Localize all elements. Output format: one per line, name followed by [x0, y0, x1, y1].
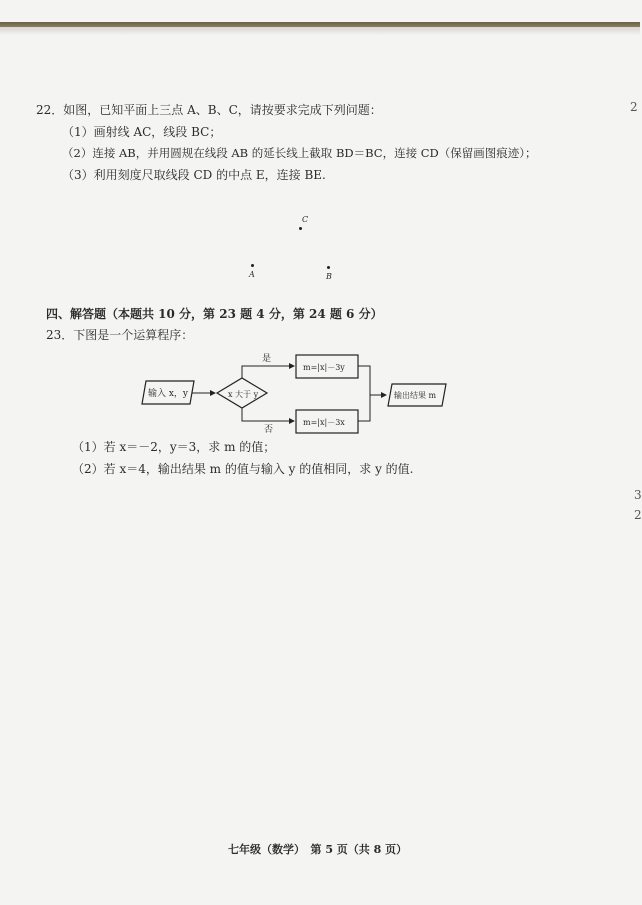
flow-yes-label: 是 [262, 354, 272, 364]
flow-arrow-no [242, 408, 294, 421]
q22-part1: （1）画射线 AC，线段 BC； [62, 125, 222, 139]
flow-no-label: 否 [264, 425, 274, 435]
q22-part2: （2）连接 AB，并用圆规在线段 AB 的延长线上截取 BD＝BC，连接 CD（保留画图痕迹）； [62, 146, 537, 160]
page-footer: 七年级（数学） 第 5 页（共 8 页） [228, 843, 408, 856]
q22-stem: 22．如图，已知平面上三点 A、B、C，请按要求完成下列问题： [36, 103, 382, 117]
q23-stem: 23．下图是一个运算程序： [46, 328, 194, 342]
q23-part1: （1）若 x＝－2，y＝3，求 m 的值； [72, 440, 276, 454]
flow-merge-line [358, 366, 370, 421]
flow-output-label: 输出结果 m [394, 391, 437, 400]
point-b-label: B [326, 272, 332, 281]
edge-mark-mid-right-1: 3 [634, 488, 642, 502]
flow-box-no-label: m=|x|－3x [303, 418, 345, 427]
flow-input-label: 输入 x，y [148, 389, 189, 399]
point-c-label: C [302, 215, 309, 224]
q22-part3: （3）利用刻度尺取线段 CD 的中点 E，连接 BE. [62, 168, 326, 182]
point-a-label: A [249, 270, 255, 279]
flow-box-yes-label: m=|x|－3y [303, 363, 345, 372]
section-4-heading: 四、解答题（本题共 10 分，第 23 题 4 分，第 24 题 6 分） [46, 307, 383, 321]
edge-mark-mid-right-2: 2 [634, 508, 642, 522]
edge-mark-top-right: 2 [630, 100, 638, 114]
q23-part2: （2）若 x＝4，输出结果 m 的值与输入 y 的值相同，求 y 的值. [72, 462, 414, 476]
flow-arrow-yes [242, 366, 294, 378]
flow-decision-label: x 大于 y [228, 390, 259, 399]
